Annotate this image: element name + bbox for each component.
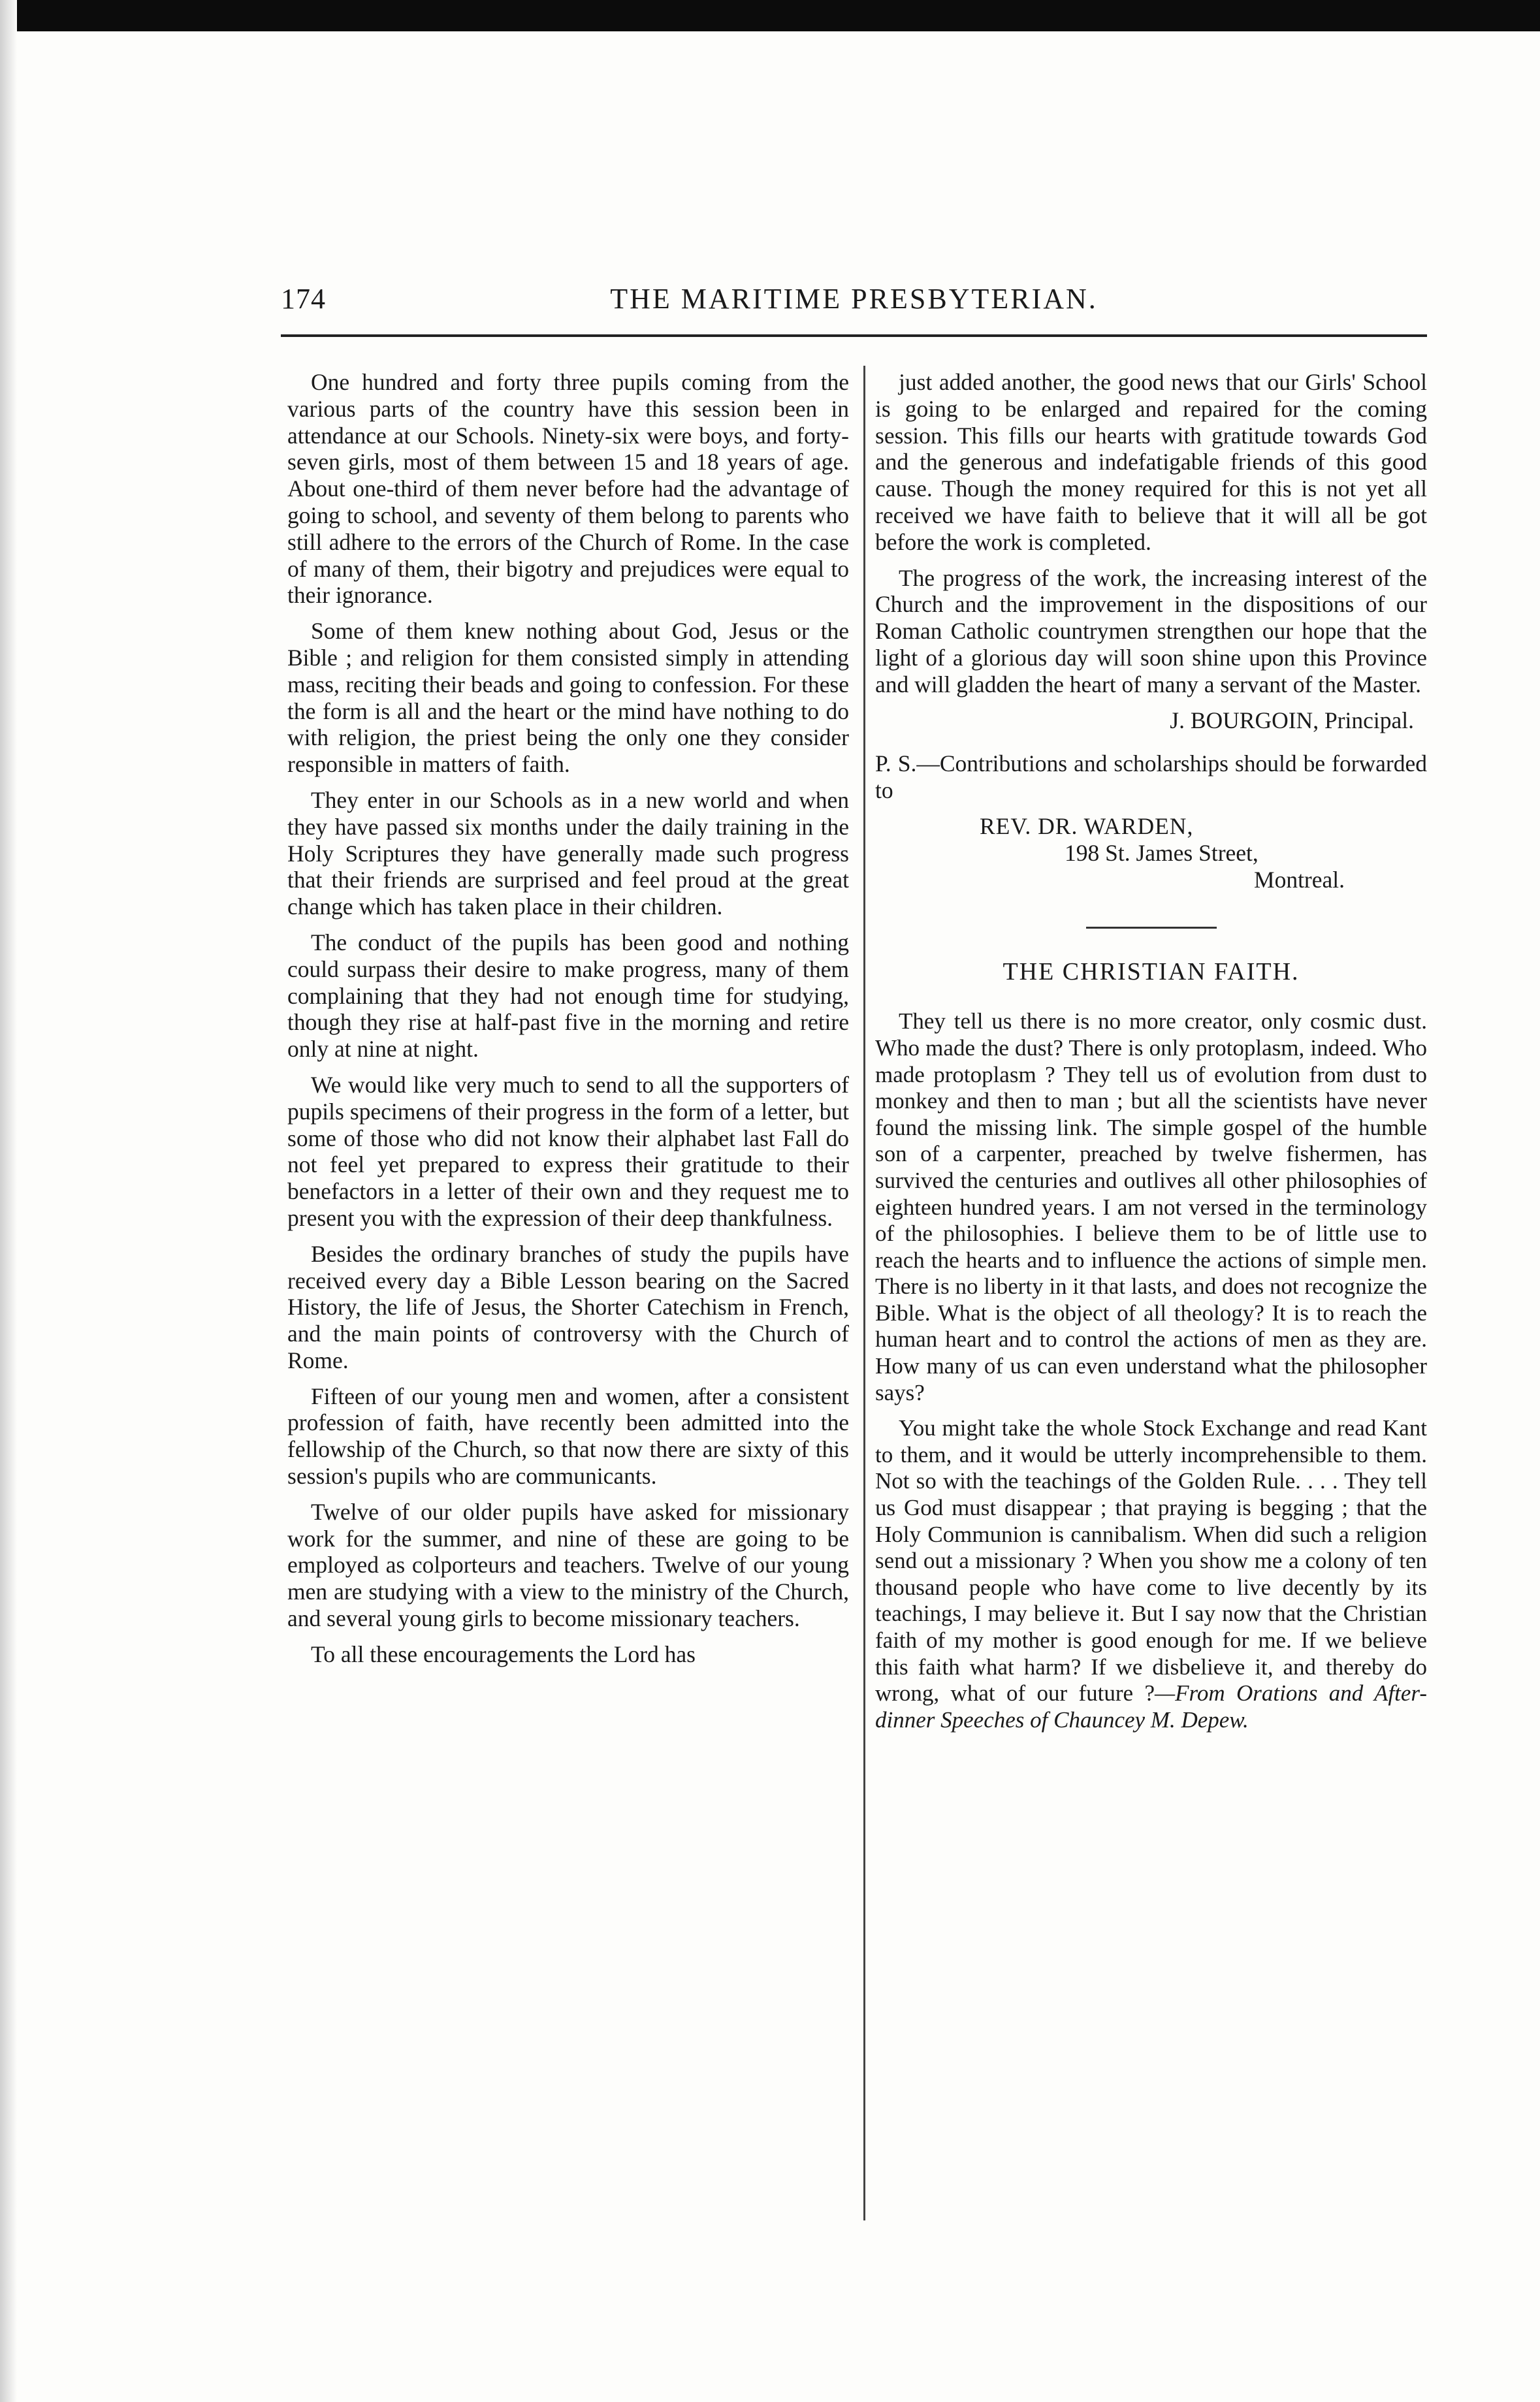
running-title: THE MARITIME PRESBYTERIAN. (610, 283, 1098, 315)
paragraph-text: You might take the whole Stock Exchange and read Kant to them, and it would be utterly incomprehensible to them. Not so with the teachings of the Golden Rule. . . . They tell us God must disappear ; that praying is begging ; that the Holy Communion is cannibalism. When did such a religion send out a missionary ? When you show me a colony of ten thousand people who have come to live decently by its teachings, I may believe it. But I say now that the Christian faith of my mother is good enough for me. If we believe this faith what harm? If we disbelieve it, and thereby do wrong, what of our future ? (875, 1415, 1427, 1706)
postscript: P. S.—Contributions and scholarships should be forwarded to (875, 750, 1427, 804)
column-divider (863, 366, 865, 2220)
paragraph (875, 1415, 1427, 1733)
address-street: 198 St. James Street, (1065, 839, 1259, 866)
page-header (281, 282, 1427, 321)
header-rule (281, 334, 1427, 337)
signature: J. BOURGOIN, Principal. (1170, 707, 1414, 733)
section-divider (1086, 927, 1217, 929)
right-column (875, 369, 1427, 1742)
left-column (287, 369, 849, 1677)
paragraph: They enter in our Schools as in a new world and when they have passed six months under the daily training in the Holy Scriptures they have generally made such progress that their friends are surprised and feel proud at the great change which has taken place in their children. (287, 786, 849, 920)
paragraph: One hundred and forty three pupils coming from the various parts of the country have this session been in attendance at our Schools. Ninety-six were boys, and forty-seven girls, most of them between 15 and 18 years of age. About one-third of them never before had the advantage of going to school, and seventy of them belong to parents who still adhere to the errors of the Church of Rome. In the case of many of them, their bigotry and prejudices were equal to their ignorance. (287, 369, 849, 609)
paragraph: Besides the ordinary branches of study the pupils have received every day a Bible Lesson bearing on the Sacred History, the life of Jesus, the Shorter Catechism in French, and the main points of controversy with the Church of Rome. (287, 1240, 849, 1373)
paragraph: We would like very much to send to all the supporters of pupils specimens of their progress in the form of a letter, but some of those who did not know their alphabet last Fall do not feel yet prepared to express their gratitude to their benefactors in a letter of their own and they request me to present you with the expression of their deep thankfulness. (287, 1071, 849, 1231)
paragraph: To all these encouragements the Lord has (311, 1641, 696, 1667)
page-left-edge-shadow (0, 0, 17, 2402)
source-citation: —From Orations and After-dinner Speeches of Chauncey M. Depew. (875, 1680, 1427, 1733)
article-title: THE CHRISTIAN FAITH. (1003, 958, 1300, 986)
paragraph: The conduct of the pupils has been good and nothing could surpass their desire to make progress, many of them complaining that they had not enough time for studying, though they rise at half-past five in the morning and retire only at nine at night. (287, 929, 849, 1063)
paragraph: Twelve of our older pupils have asked for missionary work for the summer, and nine of these are going to be employed as colporteurs and teachers. Twelve of our young men are studying with a view to the ministry of the Church, and several young girls to become missionary teachers. (287, 1498, 849, 1632)
article-body (875, 1008, 1427, 1733)
paragraph: The progress of the work, the increasing interest of the Church and the improvement in the dispositions of our Roman Catholic countrymen strengthen our hope that the light of a glorious day will soon shine upon this Province and will gladden the heart of many a servant of the Master. (875, 564, 1427, 697)
paragraph: Fifteen of our young men and women, after a consistent profession of faith, have recently been admitted into the fellowship of the Church, so that now there are sixty of this session's pupils who are communicants. (287, 1383, 849, 1490)
address-city: Montreal. (1254, 866, 1345, 893)
page-number: 174 (281, 283, 326, 315)
paragraph: They tell us there is no more creator, only cosmic dust. Who made the dust? There is only protoplasm, indeed. Who made protoplasm ? They tell us of evolution from dust to monkey and then to man ; but all the scientists have never found the missing link. The simple gospel of the humble son of a carpenter, preached by twelve fishermen, has survived the centuries and outlives all other philosophies of eighteen hundred years. I am not versed in the terminology of the philosophies. I believe them to be of little use to reach the hearts and to influence the actions of simple men. There is no liberty in it that lasts, and does not recognize the Bible. What is the object of all theology? It is to reach the human heart and to control the actions of men as they are. How many of us can even understand what the philosopher says? (875, 1008, 1427, 1405)
paragraph: Some of them knew nothing about God, Jesus or the Bible ; and religion for them consisted simply in attending mass, reciting their beads and going to confession. For these the form is all and the heart or the mind have nothing to do with religion, the priest being the only one they consider responsible in matters of faith. (287, 618, 849, 778)
page-top-edge (0, 0, 1540, 31)
address-name: REV. DR. WARDEN, (980, 812, 1194, 839)
paragraph: just added another, the good news that our Girls' School is going to be enlarged and repaired for the coming session. This fills our hearts with gratitude towards God and the generous and indefatigable friends of this good cause. Though the money required for this is not yet all received we have faith to believe that it will all be got before the work is completed. (875, 369, 1427, 555)
